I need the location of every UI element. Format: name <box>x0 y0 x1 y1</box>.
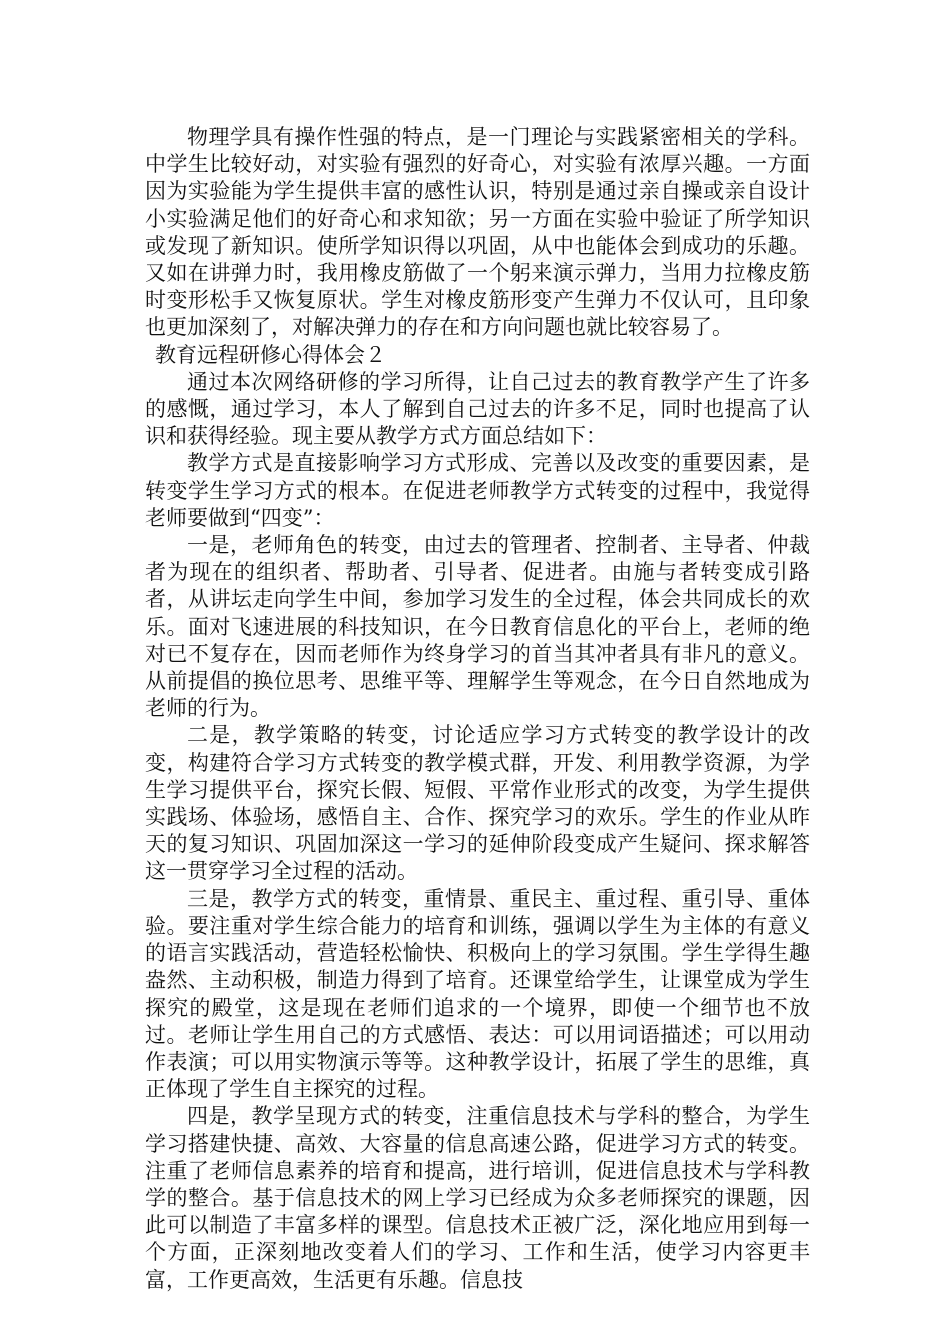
section-heading: 教育远程研修心得体会２ <box>155 342 386 367</box>
paragraph-point-one: 一是，老师角色的转变，由过去的管理者、控制者、主导者、仲裁者为现在的组织者、帮助者、引导者、促进者。由施与者转变成引路者，从讲坛走向学生中间，参加学习发生的全过程，体会共同成长的欢乐。面对飞速进展的科技知识，在今日教育信息化的平台上，老师的绝对已不复存在，因而老师作为终身学习的首当其冲者具有非凡的意义。从前提倡的换位思考、思维平等、理解学生等观念，在今日自然地成为老师的行为。 <box>145 533 810 721</box>
paragraph-point-four: 四是，教学呈现方式的转变，注重信息技术与学科的整合，为学生学习搭建快捷、高效、大容量的信息高速公路，促进学习方式的转变。注重了老师信息素养的培育和提高，进行培训，促进信息技术与学科教学的整合。基于信息技术的网上学习已经成为众多老师探究的课题，因此可以制造了丰富多样的课型。信息技术正被广泛，深化地应用到每一个方面，正深刻地改变着人们的学习、工作和生活，使学习内容更丰富，工作更高效，生活更有乐趣。信息技 <box>145 1104 810 1292</box>
paragraph-teaching-method: 教学方式是直接影响学习方式形成、完善以及改变的重要因素，是转变学生学习方式的根本。在促进老师教学方式转变的过程中，我觉得老师要做到“四变”： <box>145 451 810 530</box>
paragraph-physics-intro: 物理学具有操作性强的特点，是一门理论与实践紧密相关的学科。中学生比较好动，对实验有强烈的好奇心，对实验有浓厚兴趣。一方面因为实验能为学生提供丰富的感性认识，特别是通过亲自操或亲自设计小实验满足他们的好奇心和求知欲；另一方面在实验中验证了所学知识或发现了新知识。使所学知识得以巩固，从中也能体会到成功的乐趣。又如在讲弹力时，我用橡皮筋做了一个躬来演示弹力，当用力拉橡皮筋时变形松手又恢复原状。学生对橡皮筋形变产生弹力不仅认可，且印象也更加深刻了，对解决弹力的存在和方向问题也就比较容易了。 <box>145 125 810 340</box>
paragraph-point-two: 二是，教学策略的转变，讨论适应学习方式转变的教学设计的改变，构建符合学习方式转变的教学模式群，开发、利用教学资源，为学生学习提供平台，探究长假、短假、平常作业形式的改变，为学生提供实践场、体验场，感悟自主、合作、探究学习的欢乐。学生的作业从昨天的复习知识、巩固加深这一学习的延伸阶段变成产生疑问、探求解答这一贯穿学习全过程的活动。 <box>145 723 810 884</box>
document-body <box>145 124 810 1294</box>
paragraph-study-summary: 通过本次网络研修的学习所得，让自己过去的教育教学产生了许多的感慨，通过学习，本人了解到自己过去的许多不足，同时也提高了认识和获得经验。现主要从教学方式方面总结如下： <box>145 369 810 449</box>
paragraph-point-three: 三是，教学方式的转变，重情景、重民主、重过程、重引导、重体验。要注重对学生综合能力的培育和训练，强调以学生为主体的有意义的语言实践活动，营造轻松愉快、积极向上的学习氛围。学生学得生趣盎然、主动积极，制造力得到了培育。还课堂给学生，让课堂成为学生探究的殿堂，这是现在老师们追求的一个境界，即使一个细节也不放过。老师让学生用自己的方式感悟、表达：可以用词语描述；可以用动作表演；可以用实物演示等等。这种教学设计，拓展了学生的思维，真正体现了学生自主探究的过程。 <box>145 886 810 1102</box>
